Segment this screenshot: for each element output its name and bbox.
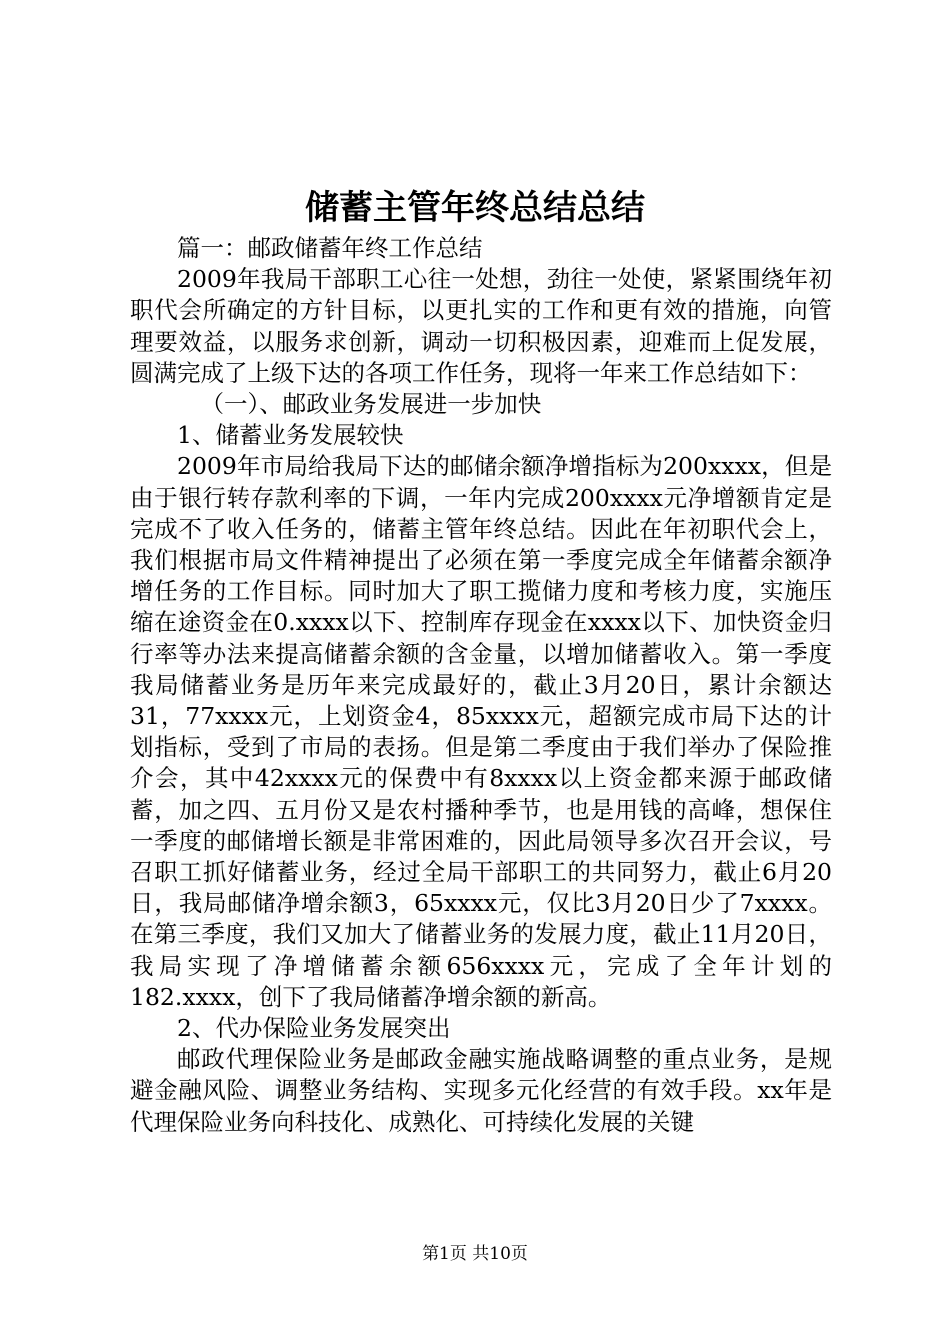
document-body <box>130 233 832 1138</box>
section-heading: 篇一：邮政储蓄年终工作总结 <box>177 234 483 262</box>
intro-paragraph: 2009年我局干部职工心往一处想，劲往一处使，紧紧围绕年初职代会所确定的方针目标，以更扎实的工作和更有效的措施，向管理要效益，以服务求创新，调动一切积极因素，迎难而上促发展，圆满完成了上级下达的各项工作任务，现将一年来工作总结如下： <box>130 265 832 387</box>
savings-paragraph: 2009年市局给我局下达的邮储余额净增指标为200xxxx，但是由于银行转存款利率的下调，一年内完成200xxxx元净增额肯定是完成不了收入任务的，储蓄主管年终总结。因此在年初职代会上，我们根据市局文件精神提出了必须在第一季度完成全年储蓄余额净增任务的工作目标。同时加大了职工揽储力度和考核力度，实施压缩在途资金在0.xxxx以下、控制库存现金在xxxx以下、加快资金归行率等办法来提高储蓄余额的含金量，以增加储蓄收入。第一季度我局储蓄业务是历年来完成最好的，截止3月20日，累计余额达31，77xxxx元，上划资金4，85xxxx元，超额完成市局下达的计划指标，受到了市局的表扬。但是第二季度由于我们举办了保险推介会，其中42xxxx元的保费中有8xxxx以上资金都来源于邮政储蓄，加之四、五月份又是农村播种季节，也是用钱的高峰，想保住一季度的邮储增长额是非常困难的，因此局领导多次召开会议，号召职工抓好储蓄业务，经过全局干部职工的共同努力，截止6月20日，我局邮储净增余额3，65xxxx元，仅比3月20日少了7xxxx。在第三季度，我们又加大了储蓄业务的发展力度，截止11月20日，我局实现了净增储蓄余额656xxxx元，完成了全年计划的182.xxxx，创下了我局储蓄净增余额的新高。 <box>130 452 832 1011</box>
insurance-paragraph: 邮政代理保险业务是邮政金融实施战略调整的重点业务，是规避金融风险、调整业务结构、实现多元化经营的有效手段。xx年是代理保险业务向科技化、成熟化、可持续化发展的关键 <box>130 1045 832 1136</box>
item-heading-insurance: 2、代办保险业务发展突出 <box>177 1014 451 1043</box>
item-heading-savings: 1、储蓄业务发展较快 <box>177 421 404 450</box>
page-footer: 第1页 共10页 <box>422 1244 528 1264</box>
document-title: 储蓄主管年终总结总结 <box>305 188 645 228</box>
subsection-heading: （一）、邮政业务发展进一步加快 <box>200 390 542 419</box>
